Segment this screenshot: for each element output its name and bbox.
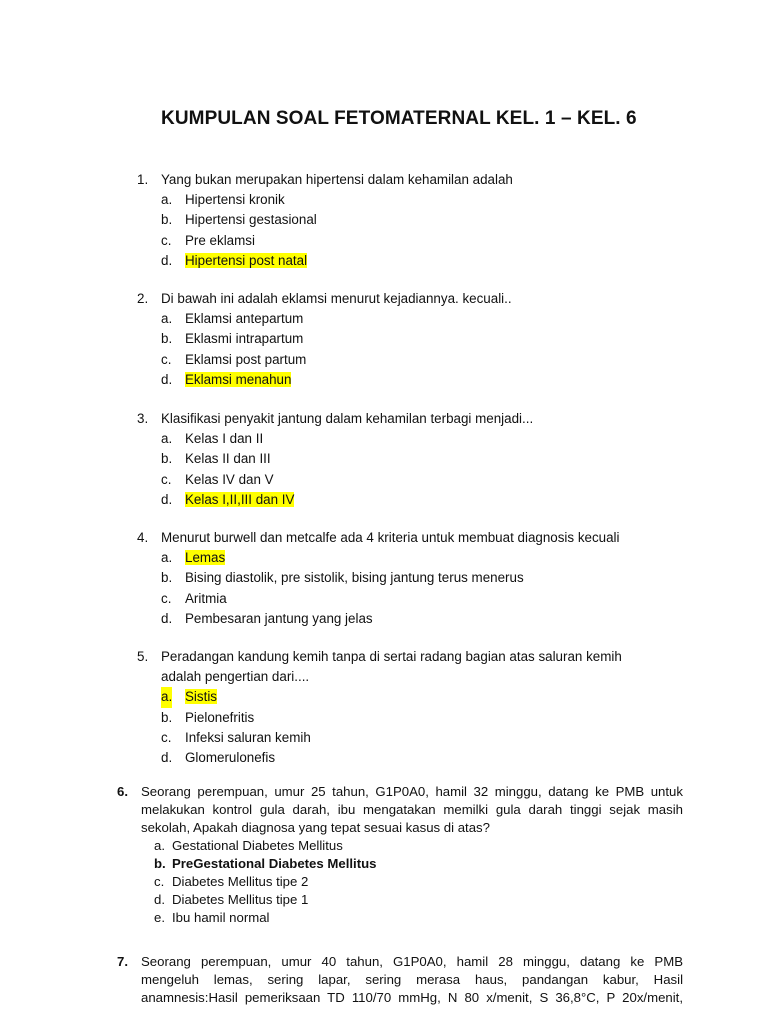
question-3 xyxy=(137,409,697,510)
question-number: 7. xyxy=(117,954,128,969)
option-c: c. Infeksi saluran kemih xyxy=(161,729,311,745)
option-c: c. Kelas IV dan V xyxy=(161,471,274,487)
option-a: a. Hipertensi kronik xyxy=(161,192,285,208)
question-2 xyxy=(137,289,697,390)
option-d: d. Eklamsi menahun xyxy=(161,371,292,387)
question-5 xyxy=(137,647,697,768)
case-text: Seorang perempuan, umur 25 tahun, G1P0A0, hamil 32 minggu, datang ke PMB untuk melakukan kontrol gula darah, ibu mengatakan memilki gula darah tinggi sejak masih sekolah, Apakah diagnosa yang tepat sesuai kasus di atas? xyxy=(141,784,683,835)
option-c: c. Diabetes Mellitus tipe 2 xyxy=(154,874,309,889)
question-7 xyxy=(117,953,683,1007)
highlighted-answer: Eklamsi menahun xyxy=(185,371,292,387)
page-title: KUMPULAN SOAL FETOMATERNAL KEL. 1 – KEL. 6 xyxy=(161,108,637,129)
highlighted-answer: Kelas I,II,III dan IV xyxy=(185,491,295,507)
question-number: 2. xyxy=(137,291,149,306)
option-list xyxy=(137,687,697,768)
option-a: a. Kelas I dan II xyxy=(161,431,264,447)
option-b: b. Eklasmi intrapartum xyxy=(161,331,304,347)
question-number: 5. xyxy=(137,649,149,664)
option-list xyxy=(137,190,697,271)
option-d: d. Glomerulonefis xyxy=(161,750,276,766)
option-c: c. Pre eklamsi xyxy=(161,232,255,248)
option-list xyxy=(137,309,697,390)
question-1 xyxy=(137,170,697,271)
question-6 xyxy=(117,783,683,927)
question-4 xyxy=(137,528,697,629)
question-text-continued: adalah pengertian dari.... xyxy=(161,669,310,685)
option-list xyxy=(137,429,697,510)
option-a: a. Sistis xyxy=(137,687,697,707)
question-number: 1. xyxy=(137,172,149,187)
option-d: d. Hipertensi post natal xyxy=(161,252,308,268)
option-list xyxy=(117,837,683,927)
bold-answer: PreGestational Diabetes Mellitus xyxy=(172,856,377,871)
option-a: a. Gestational Diabetes Mellitus xyxy=(154,838,343,853)
option-d: d. Kelas I,II,III dan IV xyxy=(161,491,295,507)
option-a: a. Lemas xyxy=(161,550,226,566)
question-text: Yang bukan merupakan hipertensi dalam kehamilan adalah xyxy=(161,172,513,187)
question-number: 3. xyxy=(137,411,149,426)
highlighted-answer: Sistis xyxy=(185,689,217,705)
question-text: Peradangan kandung kemih tanpa di sertai radang bagian atas saluran kemih xyxy=(161,649,622,664)
case-text: Seorang perempuan, umur 40 tahun, G1P0A0, hamil 28 minggu, datang ke PMB mengeluh lemas, sering lapar, sering merasa haus, pandangan kabur, Hasil anamnesis:Hasil pemeriksaan TD 110/70 mmHg, N 80 x/menit, S 36,8°C, P 20x/menit, xyxy=(141,954,683,1005)
option-a: a. Eklamsi antepartum xyxy=(161,311,304,327)
option-c: c. Aritmia xyxy=(161,590,227,606)
question-text: Klasifikasi penyakit jantung dalam kehamilan terbagi menjadi... xyxy=(161,411,534,426)
highlighted-answer: Hipertensi post natal xyxy=(185,252,308,268)
question-number: 6. xyxy=(117,784,128,799)
option-list xyxy=(137,548,697,629)
question-text: Menurut burwell dan metcalfe ada 4 kriteria untuk membuat diagnosis kecuali xyxy=(161,530,620,545)
question-text: Di bawah ini adalah eklamsi menurut kejadiannya. kecuali.. xyxy=(161,291,512,306)
option-b: b. Kelas II dan III xyxy=(161,451,271,467)
highlighted-answer: Lemas xyxy=(185,550,226,566)
option-b: b. Bising diastolik, pre sistolik, bising jantung terus menerus xyxy=(161,570,524,586)
option-d: d. Pembesaran jantung yang jelas xyxy=(161,610,373,626)
option-b: b. PreGestational Diabetes Mellitus xyxy=(154,856,377,871)
option-b: b. Pielonefritis xyxy=(161,709,255,725)
option-e: e. Ibu hamil normal xyxy=(154,910,270,925)
question-number: 4. xyxy=(137,530,149,545)
option-d: d. Diabetes Mellitus tipe 1 xyxy=(154,892,309,907)
option-c: c. Eklamsi post partum xyxy=(161,351,307,367)
option-b: b. Hipertensi gestasional xyxy=(161,212,317,228)
